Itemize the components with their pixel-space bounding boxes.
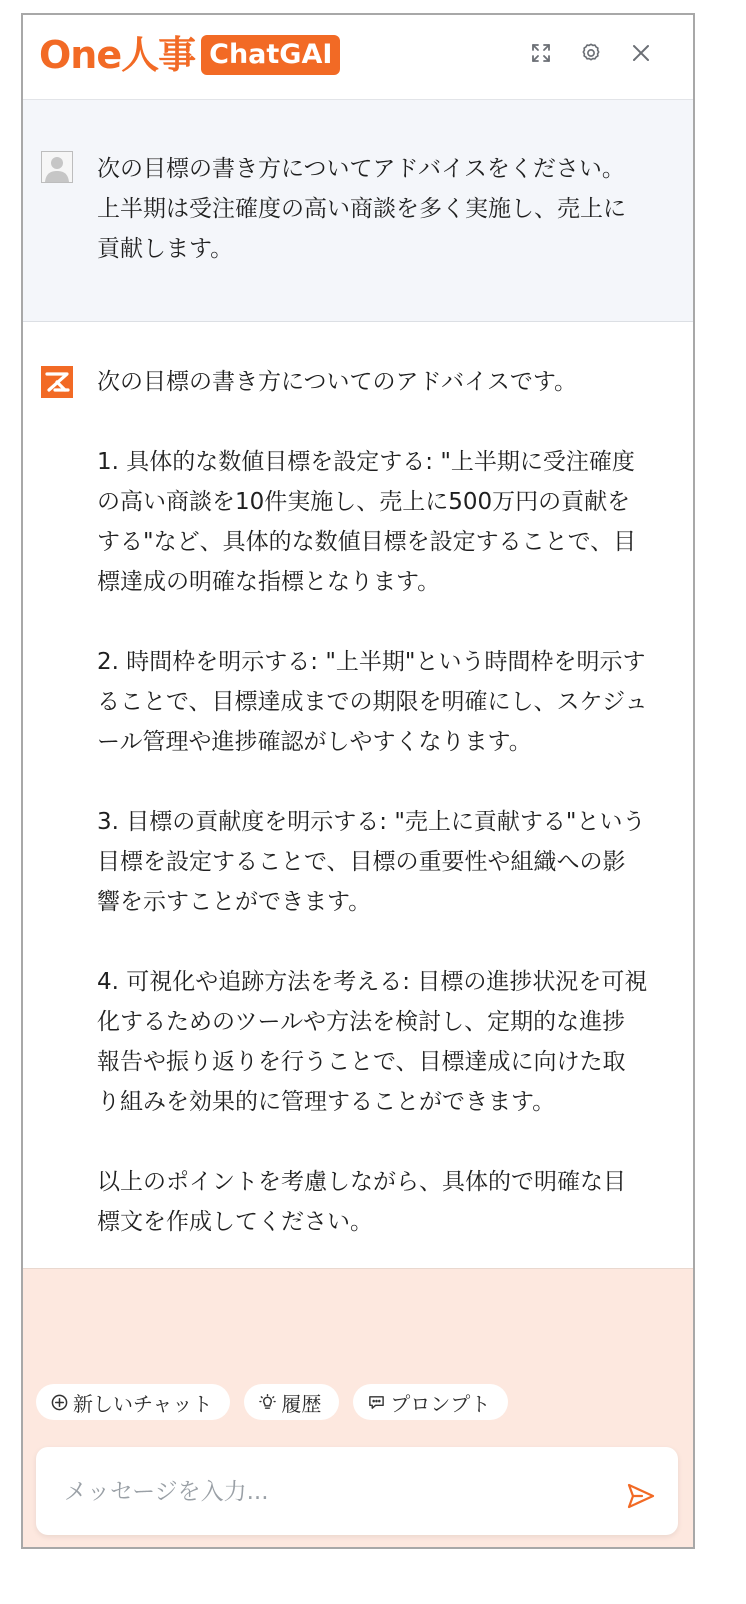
ai-message <box>23 322 693 1268</box>
send-icon <box>626 1481 656 1511</box>
logo-text: One人事 <box>39 33 196 77</box>
composer-area <box>23 1268 693 1547</box>
ai-message-text: 次の目標の書き方についてのアドバイスです。 1. 具体的な数値目標を設定する: "上半期に受注確度 の高い商談を10件実施し、売上に500万円の貢献を する"など、具体的な数値目標を設定することで、目 標達成の明確な指標となります。 2. 時間枠を明示する: "上半期"という時間枠を明示す ることで、目標達成までの期限を明確にし、スケジュ ール管理や進捗確認がしやすくなります。 3. 目標の貢献度を明示する: "売上に貢献する"という 目標を設定することで、目標の重要性や組織への影 響を示すことができます。 4. 可視化や追跡方法を考える: 目標の進捗状況を可視 化するためのツールや方法を検討し、定期的な進捗 報告や振り返りを行うことで、目標達成に向けた取 り組みを効果的に管理することができます。 以上のポイントを考慮しながら、具体的で明確な目 標文を作成してください。 <box>97 369 648 1235</box>
chat-bubble-icon <box>367 1393 385 1411</box>
close-icon[interactable] <box>627 39 655 67</box>
logo <box>39 33 340 77</box>
new-chat-label: 新しいチャット <box>73 1391 213 1416</box>
prompt-label: プロンプト <box>390 1391 491 1416</box>
user-message-text: 次の目標の書き方についてアドバイスをください。 上半期は受注確度の高い商談を多く実施し、売上に 貢献します。 <box>97 156 626 262</box>
gear-icon[interactable] <box>577 39 605 67</box>
prompt-button[interactable] <box>353 1384 508 1420</box>
header <box>23 15 693 100</box>
message-input-box <box>36 1447 678 1535</box>
new-chat-button[interactable] <box>36 1384 230 1420</box>
user-avatar-icon <box>41 151 73 183</box>
message-input[interactable] <box>62 1471 586 1513</box>
header-actions <box>527 39 655 67</box>
history-button[interactable] <box>244 1384 339 1420</box>
chatgai-logo-icon <box>41 366 73 398</box>
lightbulb-icon <box>258 1393 276 1411</box>
plus-circle-icon <box>50 1393 68 1411</box>
chat-panel <box>21 13 695 1549</box>
user-message <box>23 100 693 322</box>
logo-badge: ChatGAI <box>201 35 340 75</box>
expand-icon[interactable] <box>527 39 555 67</box>
send-button[interactable] <box>626 1481 656 1511</box>
quick-actions <box>36 1384 508 1420</box>
history-label: 履歴 <box>281 1391 322 1416</box>
